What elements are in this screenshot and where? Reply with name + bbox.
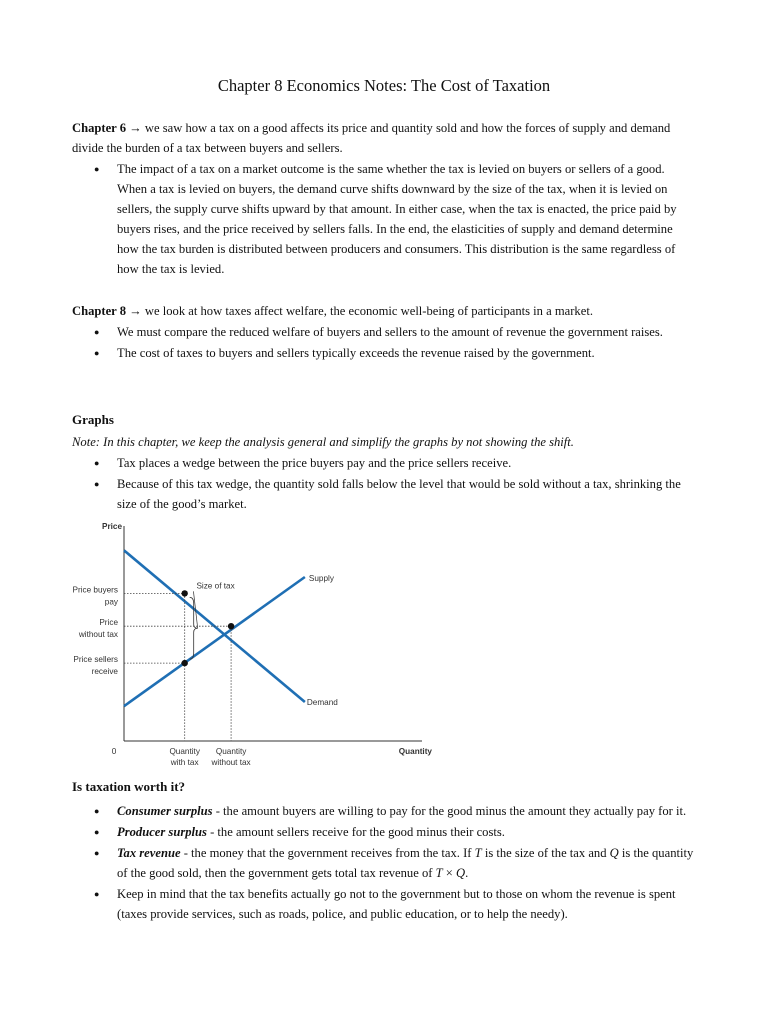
term-consumer-surplus: Consumer surplus (117, 804, 213, 818)
chapter-8-text: we look at how taxes affect welfare, the economic well-being of participants in a market. (141, 304, 593, 318)
origin-label: 0 (111, 747, 117, 756)
taxation-heading: Is taxation worth it? (72, 779, 186, 794)
definition-text: is the quantity of the good sold, then the government gets total tax revenue of (117, 846, 694, 880)
definition-text: is the size of the tax and (481, 846, 610, 860)
chapter-8-label: Chapter 8 (72, 304, 126, 318)
list-item: ● The impact of a tax on a market outcome is the same whether the tax is levied on buyers or sellers of a good. When a tax is levied on buyers, the demand curve shifts downward by the size of the tax, when it is levied on sellers, the supply curve shifts upward by that amount. In either case, when the tax is enacted, the price paid by buyers rises, and the price received by sellers falls. In the end, the elasticities of supply and demand determine how the tax burden is distributed between producers and consumers. This distribution is the same regardless of how the tax is levied. (72, 159, 694, 279)
variable-q: Q (609, 846, 619, 860)
demand-label: Demand (306, 698, 338, 708)
supply-label: Supply (308, 574, 334, 583)
y-tick-label: Price (99, 618, 118, 628)
chapter-6-text: we saw how a tax on a good affects its price and quantity sold and how the forces of supply and demand divide the burden of a tax between buyers and sellers. (72, 121, 671, 155)
equilibrium-point (228, 623, 234, 629)
term-producer-surplus: Producer surplus (117, 825, 207, 839)
y-tick-label: without tax (78, 630, 118, 640)
definition-text: . (465, 866, 469, 880)
list-item: ● We must compare the reduced welfare of buyers and sellers to the amount of revenue the government raises. (72, 322, 694, 342)
size-of-tax-label: Size of tax (196, 581, 235, 591)
list-item (72, 801, 694, 821)
definition-text: × (442, 866, 457, 880)
graphs-section (72, 410, 694, 514)
y-tick-label: Price buyers (72, 585, 118, 595)
y-tick-label: receive (91, 667, 118, 677)
definition-text: - the amount buyers are willing to pay for the good minus the amount they actually pay for it. (212, 804, 687, 818)
x-tick-label: with tax (170, 758, 199, 767)
graphs-heading: Graphs (72, 412, 114, 427)
x-tick-label: Quantity (169, 747, 200, 756)
chapter-8-section (72, 301, 694, 363)
taxation-bullets (72, 801, 694, 924)
y-tick-label: pay (104, 597, 118, 607)
definition-text: - the money that the government receives from the tax. If (180, 846, 475, 860)
y-tick-label: Price sellers (73, 655, 118, 665)
x-tick-label: without tax (211, 758, 251, 767)
supply-curve (124, 577, 305, 706)
y-axis-label: Price (102, 522, 123, 531)
tax-wedge-chart (70, 516, 440, 774)
taxation-worth-section (72, 777, 694, 924)
page-title: Chapter 8 Economics Notes: The Cost of Taxation (217, 76, 551, 95)
chapter-6-label: Chapter 6 (72, 121, 126, 135)
chapter-6-bullets (72, 159, 694, 279)
variable-t: T (474, 846, 482, 860)
variable-q: Q (456, 866, 466, 880)
list-item: ● The cost of taxes to buyers and sellers typically exceeds the revenue raised by the government. (72, 343, 694, 363)
list-item (72, 822, 694, 842)
list-item: ● Tax places a wedge between the price buyers pay and the price sellers receive. (72, 453, 694, 473)
list-item (72, 843, 694, 883)
variable-t: T (435, 866, 443, 880)
buyer-price-point (181, 590, 187, 596)
x-tick-label: Quantity (215, 747, 247, 756)
chapter-6-intro (72, 118, 694, 158)
chapter-8-intro (72, 301, 694, 321)
list-item: ● Keep in mind that the tax benefits actually go not to the government but to those on whom the revenue is spent (taxes provide services, such as roads, police, and public education, or to help the needy). (72, 884, 694, 924)
seller-price-point (181, 660, 187, 666)
x-axis-label: Quantity (398, 747, 432, 756)
definition-text: - the amount sellers receive for the good minus their costs. (206, 825, 505, 839)
list-item: ● Because of this tax wedge, the quantity sold falls below the level that would be sold without a tax, shrinking the size of the good’s market. (72, 474, 694, 514)
chapter-6-section (72, 118, 694, 279)
graphs-bullets (72, 453, 694, 514)
term-tax-revenue: Tax revenue (117, 846, 181, 860)
graphs-note: Note: In this chapter, we keep the analysis general and simplify the graphs by not showing the shift. (72, 435, 574, 449)
chapter-8-bullets (72, 322, 694, 363)
arrow-icon: → (129, 121, 142, 135)
arrow-icon: → (129, 304, 142, 318)
